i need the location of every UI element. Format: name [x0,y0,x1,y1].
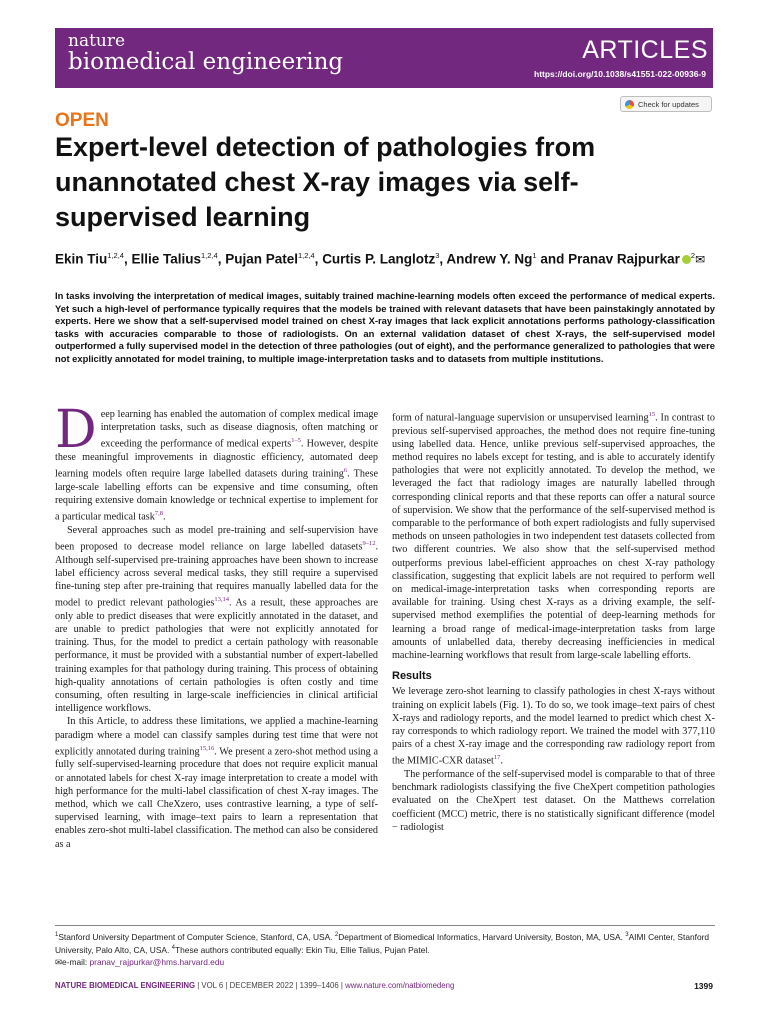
open-access-label: OPEN [55,110,109,131]
author-separator: , [217,251,226,267]
body-text: . However, despite these meaningful improvements in diagnostic efficiency, automated deep learning models often require large labelled datasets during training [55,438,378,480]
drop-cap: D [55,400,97,460]
journal-logo-line1: nature [68,31,126,51]
footnote-marker: 3 [625,932,629,938]
affiliation-text: Stanford University Department of Computer Science, Stanford, CA, USA. [58,931,335,942]
footer-issue: DECEMBER 2022 [229,981,294,990]
footer-separator: | [195,981,202,990]
body-text: form of natural-language supervision or unsupervised learning [392,412,649,424]
footer-separator: | [293,981,300,990]
affiliations-footnote [55,925,715,968]
author-separator: , [439,251,447,267]
citation[interactable]: 1–5 [291,437,302,445]
citation[interactable]: 6 [343,467,348,475]
author-name[interactable]: Andrew Y. Ng [446,251,533,267]
author-name[interactable]: Ellie Talius [131,251,201,267]
journal-logo[interactable] [68,33,343,74]
footer-pages: 1399–1406 [299,981,339,990]
footnote-marker: 1 [55,932,59,938]
body-text: . These large-scale labelling efforts can be expensive and time consuming, often requiring extensive domain knowledge or technical expertise to implement for a particular medical task [55,468,378,523]
body-text: . We present a zero-shot method using a fully self-supervised-learning procedure that does not require explicit manual or annotated labels for chest X-ray image interpretation to create a model with high performance for the multi-label classification of chest X-ray images. The method, which we call CheXzero, uses contrastive learning, a type of self-supervised learning, with image–text pairs to learn a representation that enables zero-shot multi-label classification. The method can also be considered as a [55,746,378,850]
author-affiliation: 1,2,4 [297,251,315,260]
footnote-marker: 4 [171,945,176,952]
body-text: . [500,755,503,767]
footer-separator: | [338,981,346,990]
footnote-marker: 2 [334,932,339,938]
author-separator: , [314,251,323,267]
body-column-right [392,408,715,834]
affiliation-text: These authors contributed equally: Ekin Tiu, Ellie Talius, Pujan Patel. [175,945,430,956]
author-affiliation: 1,2,4 [201,251,218,260]
body-paragraph [392,408,715,662]
body-text: . As a result, these approaches are only able to predict diseases that were explicitly annotated in the dataset, and are unable to predict pathologies that were not explicitly annotated for training. Thus, for the model to predict a certain pathology with reasonable performance, it must be provided with a substantial number of expert-labelled training examples for that pathology during training. This process of obtaining high-quality annotations of certain pathologies is often costly and time consuming, often resulting in large-scale inefficiencies in clinical artificial intelligence workflows. [55,597,378,715]
article-title: Expert-level detection of pathologies from unannotated chest X-ray images via self-supervised learning [55,132,596,232]
page-number: 1399 [694,981,713,991]
body-text: The performance of the self-supervised model is comparable to that of three benchmark radiologists classifying the five CheXpert competition pathologies evaluated on the CheXpert test dataset. On the Matthews correlation coefficient (MCC) metric, there is no statistically significant difference (model − radiologist [392,769,715,833]
citation[interactable]: 17 [493,754,501,762]
email-link[interactable]: pranav_rajpurkar@hms.harvard.edu [89,956,225,967]
envelope-icon: ✉ [55,956,63,967]
author-affiliation: 3 [435,251,440,260]
author-name[interactable]: Ekin Tiu [55,251,108,267]
body-column-left [55,400,378,851]
body-text: Several approaches such as model pre-training and self-supervision have been proposed to decrease model reliance on large labelled datasets [55,524,378,553]
author-separator: and [536,251,569,267]
footer-volume: VOL 6 [201,981,224,990]
body-text: . [162,511,166,523]
body-text: We leverage zero-shot learning to classify pathologies in chest X-rays without training on explicit labels (Fig. 1). To do so, we took image–text pairs of chest X-rays and radiology reports, and the model learned to predict which chest X-ray corresponds to which radiology report. We trained the model with 377,110 pairs of a chest X-ray image and the corresponding raw radiology report from the MIMIC-CXR dataset [392,686,715,767]
body-paragraph [55,715,378,850]
body-text: . Although self-supervised pre-training approaches have been shown to increase label efficiency across several medical tasks, they still require a supervised fine-tuning step after pre-training that requires manually labelled data for the model to predict relevant pathologies [55,541,378,609]
citation[interactable]: 15,16 [199,744,215,752]
citation[interactable]: 9–12 [362,540,376,547]
footer-journal-name[interactable]: NATURE BIOMEDICAL ENGINEERING [55,981,196,990]
citation[interactable]: 15 [648,411,656,418]
check-for-updates-button[interactable] [620,96,712,112]
body-text: In this Article, to address these limitations, we applied a machine-learning paradigm where a model can classify samples during test time that were not explicitly annotated during training [55,716,378,758]
affiliation-text: Department of Biomedical Informatics, Harvard University, Boston, MA, USA. [338,931,626,942]
citation[interactable]: 13,14 [214,596,229,604]
check-for-updates-label: Check for updates [638,99,699,109]
author-name[interactable]: Pranav Rajpurkar [568,251,680,267]
page-footer [55,981,713,990]
author-affiliation: 1 [532,251,537,260]
body-text: eep learning has enabled the automation of complex medical image interpretation tasks, such as disease diagnosis, often matching or exceeding the performance of medical experts [100,409,378,450]
body-paragraph [55,524,378,716]
abstract: In tasks involving the interpretation of medical images, suitably trained machine-learning models often exceed the performance of medical experts. Yet such a high-level of performance typically requires that the models be trained with relevant datasets that have been painstakingly annotated by experts. Here we show that a self-supervised model trained on chest X-ray images that lack explicit annotations performs pathology-classification tasks with accuracies comparable to those of radiologists. On an external validation dataset of chest X-rays, the self-supervised model outperformed a fully supervised model in the detection of three pathologies (out of eight), and the performance generalized to pathologies that were not explicitly annotated for model training, to multiple image-interpretation tasks and to datasets from multiple institutions. [55,290,715,364]
envelope-icon[interactable]: ✉ [695,252,706,267]
section-heading-results: Results [392,670,432,683]
citation[interactable]: 7,8 [154,510,163,518]
body-paragraph [392,768,715,834]
email-label: e-mail: [62,956,90,967]
author-separator: , [123,251,132,267]
section-label: ARTICLES [582,36,708,64]
body-paragraph [392,685,715,768]
body-paragraph [55,400,378,524]
body-text: . In contrast to previous self-supervised approaches, the method does not require fine-tuning using labelled data. Hence, unlike previous self-supervised approaches, the method requires no labels except for testing, and is able to accurately identify pathologies that were not explicitly annotated. To develop the method, we leveraged the fact that radiology images are naturally labelled through corresponding clinical reports and that these reports can offer a natural source of supervision. We show that the performance of the self-supervised method is comparable to the performance of both expert radiologists and fully supervised methods on unseen pathologies in two independent test datasets collected from two different countries. We also show that the self-supervised method outperforms previous label-efficient approaches on chest X-ray pathology classification, suggesting that explicit labels are not required to perform well on medical-image-interpretation tasks when corresponding reports are available for training. Using chest X-rays as a driving example, the self-supervised method exemplifies the potential of deep-learning methods for learning a broad range of medical-image-interpretation tasks from large amounts of unlabelled data, thereby decreasing inefficiencies in medical machine-learning workflows that result from large-scale labelling efforts. [392,412,715,662]
author-affiliation: 2 [690,251,696,260]
author-list [55,251,715,267]
footer-url[interactable]: www.nature.com/natbiomedeng [345,981,455,990]
author-name[interactable]: Curtis P. Langlotz [322,251,436,267]
crossmark-icon [625,100,634,109]
orcid-icon[interactable] [682,255,691,264]
author-name[interactable]: Pujan Patel [225,251,298,267]
journal-logo-line2: biomedical engineering [68,49,344,75]
doi-link[interactable]: https://doi.org/10.1038/s41551-022-00936-9 [534,69,706,79]
affiliation-text: AIMI Center, Stanford University, Palo Alto, CA, USA. [55,931,710,956]
footer-separator: | [223,981,230,990]
author-affiliation: 1,2,4 [107,251,124,260]
